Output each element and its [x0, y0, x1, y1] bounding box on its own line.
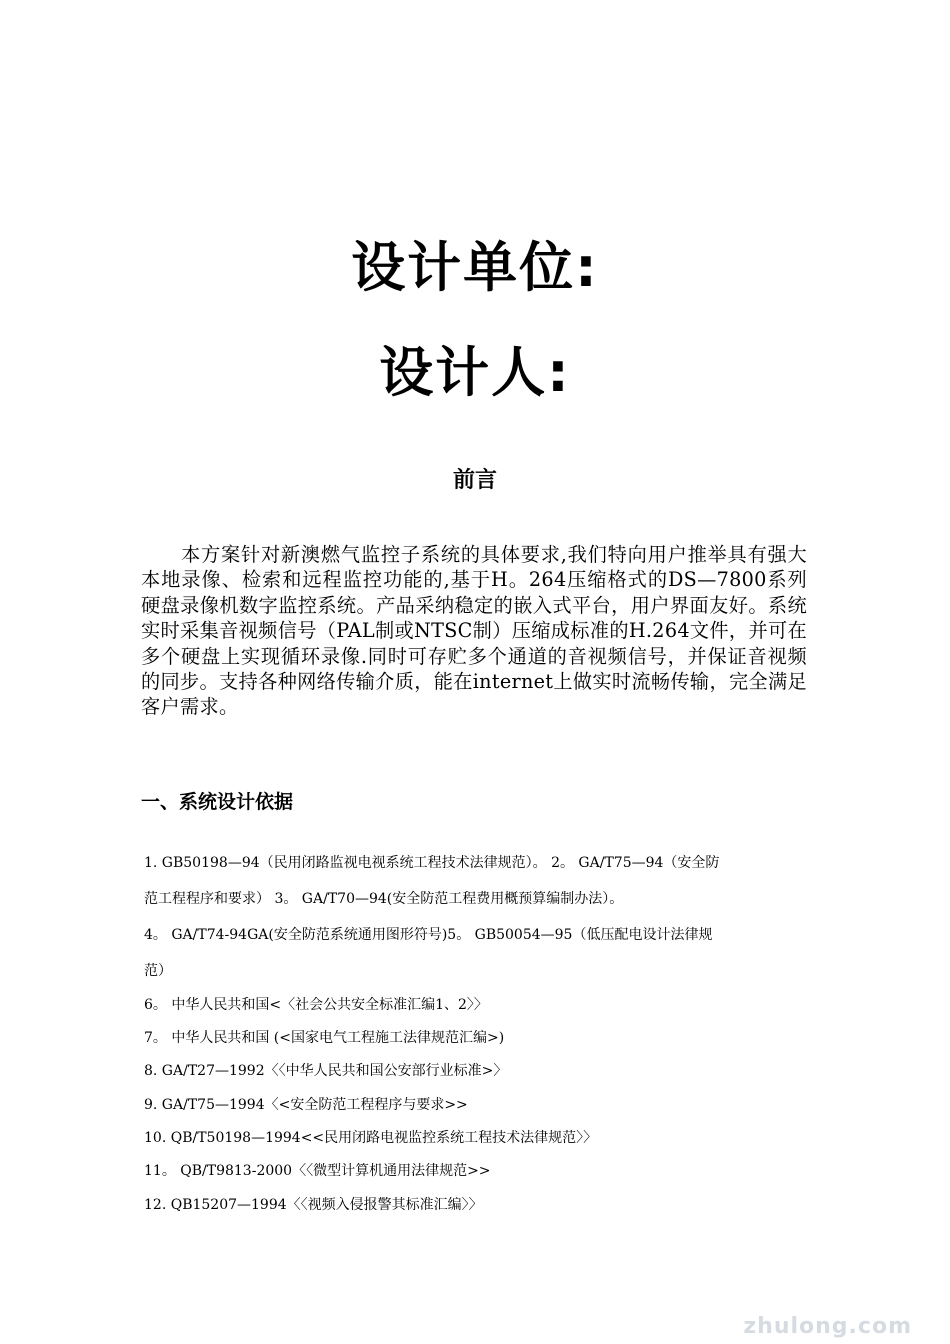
preface-paragraph: 本方案针对新澳燃气监控子系统的具体要求,我们特向用户推举具有强大本地录像、检索和远程监控功能的,基于H。264压缩格式的DS—7800系列硬盘录像机数字监控系统。产品采纳稳定的嵌入式平台，用户界面友好。系统实时采集音视频信号（PAL制或NTSC制）压缩成标准的H.264文件，并可在多个硬盘上实现循环录像.同时可存贮多个通道的音视频信号，并保证音视频的同步。支持各种网络传输介质，能在internet上做实时流畅传输，完全满足客户需求。: [141, 543, 807, 719]
reference-line: 4。 GA/T74-94GA(安全防范系统通用图形符号)5。 GB50054—95（低压配电设计法律规: [144, 927, 713, 943]
reference-line: 10. QB/T50198—1994<<民用闭路电视监控系统工程技术法律规范〉〉: [144, 1130, 598, 1146]
reference-line: 12. QB15207—1994〈〈视频入侵报警其标准汇编〉〉: [144, 1197, 483, 1213]
designer-label: 设计人:: [379, 341, 571, 404]
reference-line: 11。 QB/T9813-2000〈〈微型计算机通用法律规范>>: [144, 1163, 491, 1179]
reference-line: 6。 中华人民共和国<〈社会公共安全标准汇编1、2〉〉: [144, 997, 488, 1013]
reference-line: 7。 中华人民共和国 (<国家电气工程施工法律规范汇编>): [144, 1030, 505, 1046]
reference-line: 8. GA/T27—1992〈〈中华人民共和国公安部行业标准>〉: [144, 1063, 508, 1079]
section-heading-design-basis: 一、系统设计依据: [141, 791, 294, 813]
reference-line: 范工程程序和要求） 3。 GA/T70—94(安全防范工程费用概预算编制办法）。: [144, 891, 624, 907]
preface-heading: 前言: [452, 468, 497, 493]
design-unit-label: 设计单位:: [351, 236, 599, 299]
reference-line: 1. GB50198—94（民用闭路监视电视系统工程技术法律规范）。 2。 GA/T75—94（安全防: [144, 855, 720, 871]
reference-line: 范）: [144, 963, 172, 979]
watermark-logo: zhulong.com: [743, 1314, 912, 1339]
reference-line: 9. GA/T75—1994〈<安全防范工程程序与要求>>: [144, 1097, 468, 1113]
